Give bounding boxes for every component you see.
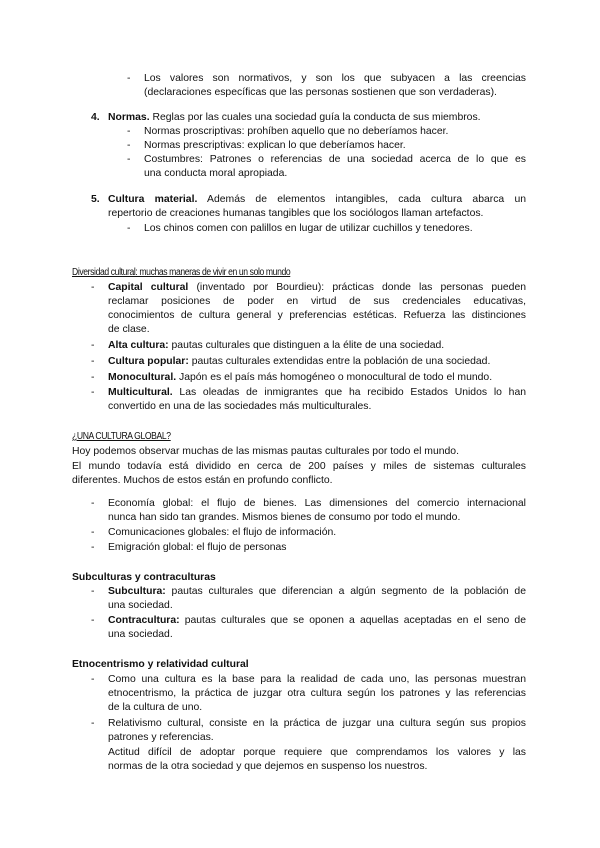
normas-title: Normas.	[108, 112, 150, 123]
list-item-line: una sociedad.	[108, 629, 173, 640]
list-item-line: de clase.	[108, 324, 150, 335]
list-item-line	[108, 386, 526, 400]
list-dash: -	[91, 615, 95, 626]
paragraph-line: Hoy podemos observar muchas de las mismas pautas culturales por todo el mundo.	[72, 446, 459, 457]
list-dash: -	[127, 73, 131, 84]
list-dash: -	[91, 674, 95, 685]
list-dash: -	[91, 340, 95, 351]
cultura-material-title: Cultura material.	[108, 194, 198, 205]
cultura-material-text: Además de elementos intangibles, cada cultura abarca un	[207, 194, 526, 205]
section-heading: ¿UNA CULTURA GLOBAL?	[72, 431, 171, 442]
term: Monocultural.	[108, 372, 177, 383]
list-dash: -	[127, 140, 131, 151]
term: Capital cultural	[108, 282, 189, 293]
section-heading: Etnocentrismo y relatividad cultural	[72, 659, 249, 670]
term: Contracultura:	[108, 615, 180, 626]
term: Cultura popular:	[108, 356, 189, 367]
list-dash: -	[91, 282, 95, 293]
list-item-line	[108, 585, 526, 599]
list-item	[108, 371, 492, 385]
list-item: Comunicaciones globales: el flujo de información.	[108, 527, 337, 538]
list-dash: -	[91, 356, 95, 367]
list-item-line: Economía global: el flujo de bienes. Las dimensiones del comercio internacional	[108, 498, 526, 509]
list-dash: -	[91, 586, 95, 597]
list-item-line: patrones y referencias.	[108, 732, 214, 743]
list-item-line: Los valores son normativos, y son los que subyacen a las creencias	[144, 73, 526, 84]
list-item-line: Como una cultura es la base para la realidad de cada uno, las personas muestran	[108, 674, 526, 685]
list-dash: -	[91, 527, 95, 538]
cultura-material-line	[108, 193, 526, 207]
list-item-line: una conducta moral apropiada.	[144, 168, 288, 179]
list-item-line: conocimientos de cultura general y preferencias estéticas. Refuerza las distinciones	[108, 310, 526, 321]
list-item: Los chinos comen con palillos en lugar de utilizar cuchillos y tenedores.	[144, 223, 473, 234]
normas-paragraph	[108, 111, 481, 125]
list-item-line: normas de la otra sociedad y que dejemos en suspenso los nuestros.	[108, 761, 428, 772]
term: Alta cultura:	[108, 340, 169, 351]
list-item-line: nunca han sido tan grandes. Mismos bienes de consumo por todo el mundo.	[108, 512, 461, 523]
list-item: Emigración global: el flujo de personas	[108, 542, 287, 553]
list-item-line: convertido en una de las sociedades más multiculturales.	[108, 401, 372, 412]
normas-text: Reglas por las cuales una sociedad guía la conducta de sus miembros.	[152, 112, 481, 123]
term-text: Las oleadas de inmigrantes que ha recibido Estados Unidos lo han	[172, 387, 526, 398]
section-heading: Subculturas y contraculturas	[72, 572, 216, 583]
list-dash: -	[91, 372, 95, 383]
term: Subcultura:	[108, 586, 166, 597]
list-dash: -	[91, 387, 95, 398]
list-item: Normas proscriptivas: prohíben aquello que no deberíamos hacer.	[144, 126, 449, 137]
section-heading: Diversidad cultural: muchas maneras de vivir en un solo mundo	[72, 267, 291, 278]
term-text: pautas culturales que distinguen a la élite de una sociedad.	[168, 340, 445, 351]
list-dash: -	[127, 223, 131, 234]
list-item-line: (declaraciones específicas que las personas sostienen que son verdaderas).	[144, 87, 497, 98]
paragraph-line: El mundo todavía está dividido en cerca de 200 países y miles de sistemas culturales	[72, 461, 526, 472]
term: Multicultural.	[108, 387, 173, 398]
list-item-line: etnocentrismo, la práctica de juzgar otra cultura según los patrones y las referencias	[108, 688, 526, 699]
list-dash: -	[127, 154, 131, 165]
list-dash: -	[91, 542, 95, 553]
list-item-line	[108, 614, 526, 628]
list-item-line	[108, 281, 526, 295]
list-item-line: una sociedad.	[108, 600, 173, 611]
list-item	[108, 355, 490, 369]
list-item: Normas prescriptivas: explican lo que deberíamos hacer.	[144, 140, 406, 151]
list-dash: -	[91, 498, 95, 509]
paragraph-line: diferentes. Muchos de estos están en profundo conflicto.	[72, 475, 333, 486]
list-item	[108, 339, 444, 353]
list-dash: -	[127, 126, 131, 137]
section-number: 5.	[91, 194, 100, 205]
list-item-line: Relativismo cultural, consiste en la práctica de juzgar una cultura según sus propios	[108, 718, 526, 729]
term-text: pautas culturales extendidas entre la población de una sociedad.	[188, 356, 491, 367]
term-text: Japón es el país más homogéneo o monocultural de todo el mundo.	[176, 372, 493, 383]
list-item-line: de la cultura de uno.	[108, 702, 203, 713]
list-item-line: reclamar posiciones de poder en virtud de sus credenciales educativas,	[108, 296, 526, 307]
term-text: (inventado por Bourdieu): prácticas donde las personas pueden	[188, 282, 527, 293]
term-text: pautas culturales que se oponen a aquellas aceptadas en el seno de	[179, 615, 526, 626]
cultura-material-line: repertorio de creaciones humanas tangibles que los sociólogos llaman artefactos.	[108, 208, 484, 219]
list-item-line: Actitud difícil de adoptar porque requiere que comprendamos los valores y las	[108, 747, 526, 758]
list-dash: -	[91, 718, 95, 729]
list-item-line: Costumbres: Patrones o referencias de una sociedad acerca de lo que es	[144, 154, 526, 165]
section-number: 4.	[91, 112, 100, 123]
term-text: pautas culturales que diferencian a algún segmento de la población de	[165, 586, 526, 597]
